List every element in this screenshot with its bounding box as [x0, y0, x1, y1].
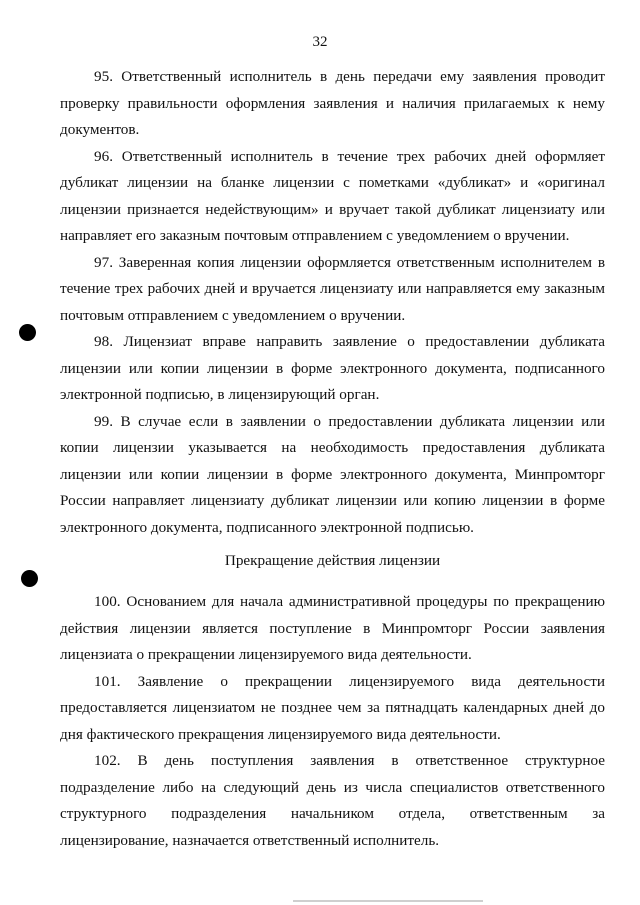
- text-block-before-heading: [60, 64, 605, 541]
- paragraph-98: 98. Лицензиат вправе направить заявление о предоставлении дубликата лицензии или копии лицензии в форме электронного документа, подписанного электронной подписью, в лицензирующий орган.: [60, 333, 605, 403]
- paragraph-101: 101. Заявление о прекращении лицензируемого вида деятельности предоставляется лицензиатом не позднее чем за пятнадцать календарных дней до дня фактического прекращения лицензируемого вида деятельности.: [60, 672, 605, 743]
- paragraph-97: 97. Заверенная копия лицензии оформляется ответственным исполнителем в течение трех рабочих дней и вручается лицензиату или направляется ему заказным почтовым отправлением с уведомлением о вручении.: [60, 253, 605, 324]
- section-heading-block: [60, 548, 605, 575]
- section-heading: Прекращение действия лицензии: [224, 552, 441, 569]
- punch-hole-bottom: [21, 570, 38, 587]
- paragraph-102: 102. В день поступления заявления в ответственное структурное подразделение либо на следующий день из числа специалистов ответственного структурного подразделения начальником отдела, ответственным за лицензирование, назначается ответственный исполнитель.: [60, 752, 605, 849]
- scan-edge-mark: [293, 900, 483, 902]
- paragraph-96: 96. Ответственный исполнитель в течение трех рабочих дней оформляет дубликат лицензии на бланке лицензии с пометками «дубликат» и «оригинал лицензии признается недействующим» и вручает такой дубликат лицензиату или направляет его заказным почтовым отправлением с уведомлением о вручении.: [60, 147, 605, 244]
- punch-hole-top: [19, 324, 36, 341]
- page-number: 32: [312, 34, 328, 50]
- paragraph-99: 99. В случае если в заявлении о предоставлении дубликата лицензии или копии лицензии указывается на необходимость предоставления дубликата лицензии или копии лицензии в форме электронного документа, Минпромторг России направляет лицензиату дубликат лицензии или копию лицензии в форме электронного документа, подписанного электронной подписью.: [60, 412, 605, 536]
- paragraph-95: 95. Ответственный исполнитель в день передачи ему заявления проводит проверку правильности оформления заявления и наличия прилагаемых к нему документов.: [60, 68, 605, 138]
- paragraph-100: 100. Основанием для начала административной процедуры по прекращению действия лицензии является поступление в Минпромторг России заявления лицензиата о прекращении лицензируемого вида деятельности.: [60, 593, 605, 663]
- text-block-after-heading: [60, 589, 605, 854]
